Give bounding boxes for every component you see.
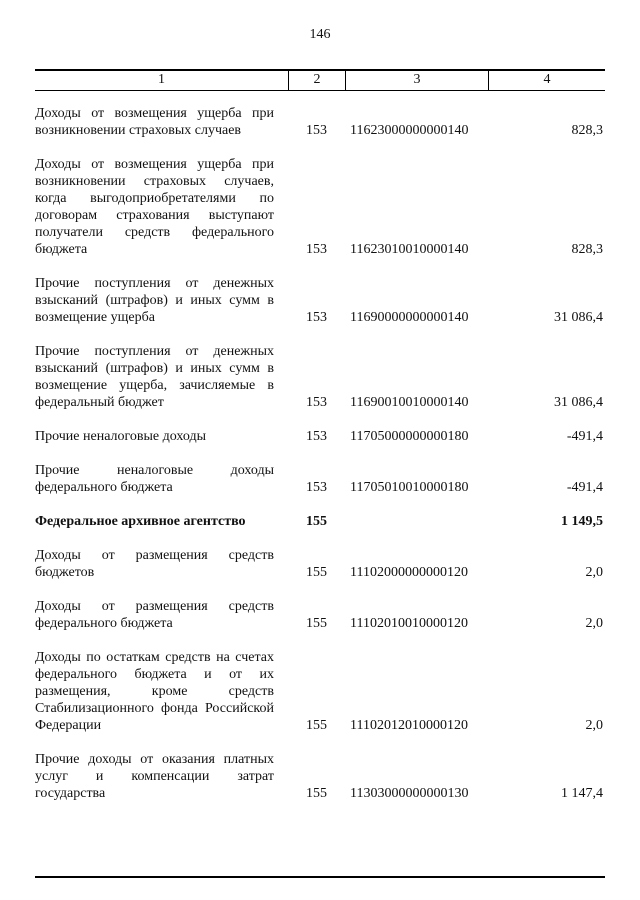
amount-cell: 1 147,4 [561,786,603,801]
table-header [35,69,605,91]
amount-cell: 828,3 [571,242,603,257]
table-row [35,343,605,411]
admin-code-cell: 155 [306,616,327,631]
amount-cell: 2,0 [585,616,603,631]
table-row [35,428,605,445]
name-cell: Прочие неналоговые доходы федерального бюджета [35,463,274,495]
kbk-code-cell: 11705010010000180 [350,480,469,495]
name-cell: Доходы по остаткам средств на счетах федерального бюджета и от их размещения, кроме средств Стабилизационного фонда Российской Федерации [35,650,274,733]
kbk-code-cell: 11102000000000120 [350,565,468,580]
page-bottom-rule [35,876,605,878]
amount-cell: 2,0 [585,718,603,733]
admin-code-cell: 155 [306,565,327,580]
table-row [35,156,605,258]
admin-code-cell: 155 [306,718,327,733]
admin-code-cell: 155 [306,786,327,801]
table-row [35,751,605,802]
admin-code-cell: 155 [306,514,327,529]
amount-cell: 1 149,5 [561,514,603,529]
admin-code-cell: 153 [306,395,327,410]
admin-code-cell: 153 [306,310,327,325]
header-cell-2: 2 [288,71,345,90]
amount-cell: 31 086,4 [554,310,603,325]
table-row [35,275,605,326]
admin-code-cell: 153 [306,123,327,138]
amount-cell: 2,0 [585,565,603,580]
name-cell: Доходы от возмещения ущерба при возникновении страховых случаев, когда выгодоприобретателями по договорам страхования выступают получатели средств федерального бюджета [35,157,274,257]
name-cell: Доходы от размещения средств федерального бюджета [35,599,274,631]
amount-cell: 31 086,4 [554,395,603,410]
admin-code-cell: 153 [306,242,327,257]
kbk-code-cell: 11102012010000120 [350,718,468,733]
name-cell: Прочие поступления от денежных взысканий (штрафов) и иных сумм в возмещение ущерба [35,276,274,325]
amount-cell: -491,4 [566,429,603,444]
kbk-code-cell: 11705000000000180 [350,429,469,444]
kbk-code-cell: 11303000000000130 [350,786,469,801]
header-cell-1: 1 [158,72,165,87]
admin-code-cell: 153 [306,480,327,495]
table-row-agency-total [35,513,605,530]
header-cell-4: 4 [488,71,605,90]
name-cell: Федеральное архивное агентство [35,514,246,529]
revenue-table [35,69,605,878]
table-body [35,91,605,802]
name-cell: Прочие поступления от денежных взысканий (штрафов) и иных сумм в возмещение ущерба, зачисляемые в федеральный бюджет [35,344,274,410]
name-cell: Прочие неналоговые доходы [35,429,207,444]
table-row [35,105,605,139]
header-cell-3: 3 [345,71,488,90]
amount-cell: -491,4 [566,480,603,495]
name-cell: Доходы от размещения средств бюджетов [35,548,274,580]
kbk-code-cell: 11623010010000140 [350,242,469,257]
kbk-code-cell: 11690000000000140 [350,310,469,325]
admin-code-cell: 153 [306,429,327,444]
amount-cell: 828,3 [571,123,603,138]
table-row [35,547,605,581]
name-cell: Доходы от возмещения ущерба при возникновении страховых случаев [35,106,274,138]
name-cell: Прочие доходы от оказания платных услуг и компенсации затрат государства [35,752,274,801]
table-row [35,598,605,632]
table-row [35,462,605,496]
page-number: 146 [309,27,331,42]
table-row [35,649,605,734]
kbk-code-cell: 11690010010000140 [350,395,469,410]
kbk-code-cell: 11102010010000120 [350,616,468,631]
kbk-code-cell: 11623000000000140 [350,123,469,138]
